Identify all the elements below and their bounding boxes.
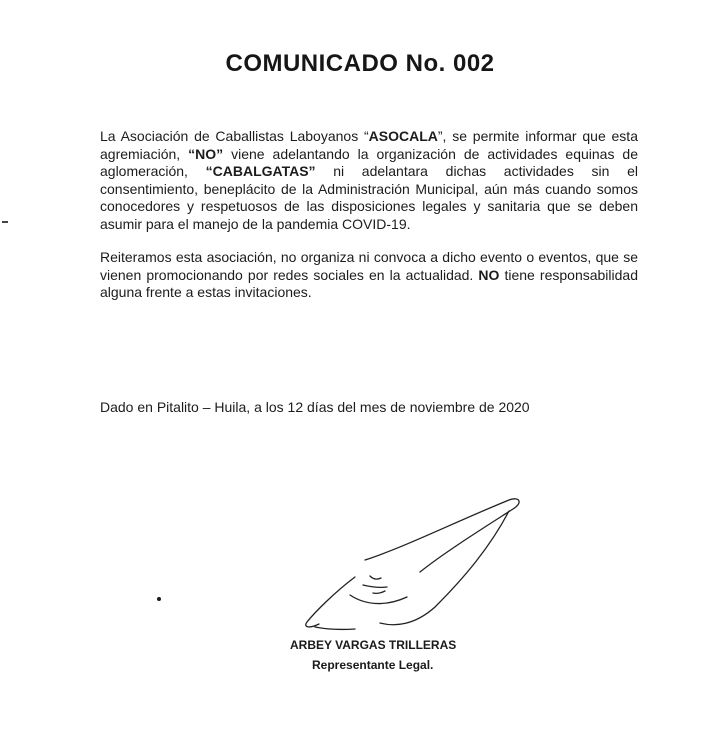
ink-dot-mark [157, 597, 161, 601]
paragraph-intro-text-2: ”, se permite informar que esta agremiación, [100, 128, 638, 162]
paragraph-intro [100, 128, 638, 233]
paragraph-intro-text-4: ni adelantara dichas actividades sin el consentimiento, beneplácito de la Administración Municipal, aún más cuando somos conocedores y respetuosos de las disposiciones legales y sanitaria que se deben asumir para el manejo de la pandemia COVID-19. [100, 163, 639, 232]
no-emphasis-2: NO [478, 266, 500, 283]
cabalgatas-emphasis: “CABALGATAS” [205, 163, 316, 179]
handwritten-signature [295, 497, 525, 647]
asocala-acronym: ASOCALA [368, 128, 438, 144]
signer-name: ARBEY VARGAS TRILLERAS [290, 638, 457, 652]
paragraph-reiteration-text-1: Reiteramos esta asociación, no organiza ni convoca a dicho evento o eventos, que se vienen promocionando por redes sociales en la actualidad. [100, 249, 638, 283]
scan-artifact-mark [2, 221, 8, 223]
no-emphasis: “NO” [188, 145, 224, 162]
document-title: COMUNICADO No. 002 [225, 50, 495, 77]
paragraph-intro-text-3: viene adelantando la organización de actividades equinas de aglomeración, [100, 145, 639, 179]
signer-role: Representante Legal. [312, 658, 434, 672]
paragraph-reiteration-text-2: tiene responsabilidad alguna frente a estas invitaciones. [100, 266, 638, 300]
paragraph-reiteration [100, 249, 638, 302]
paragraph-intro-text-1: La Asociación de Caballistas Laboyanos “ [100, 128, 369, 144]
date-line: Dado en Pitalito – Huila, a los 12 días del mes de noviembre de 2020 [100, 399, 530, 415]
